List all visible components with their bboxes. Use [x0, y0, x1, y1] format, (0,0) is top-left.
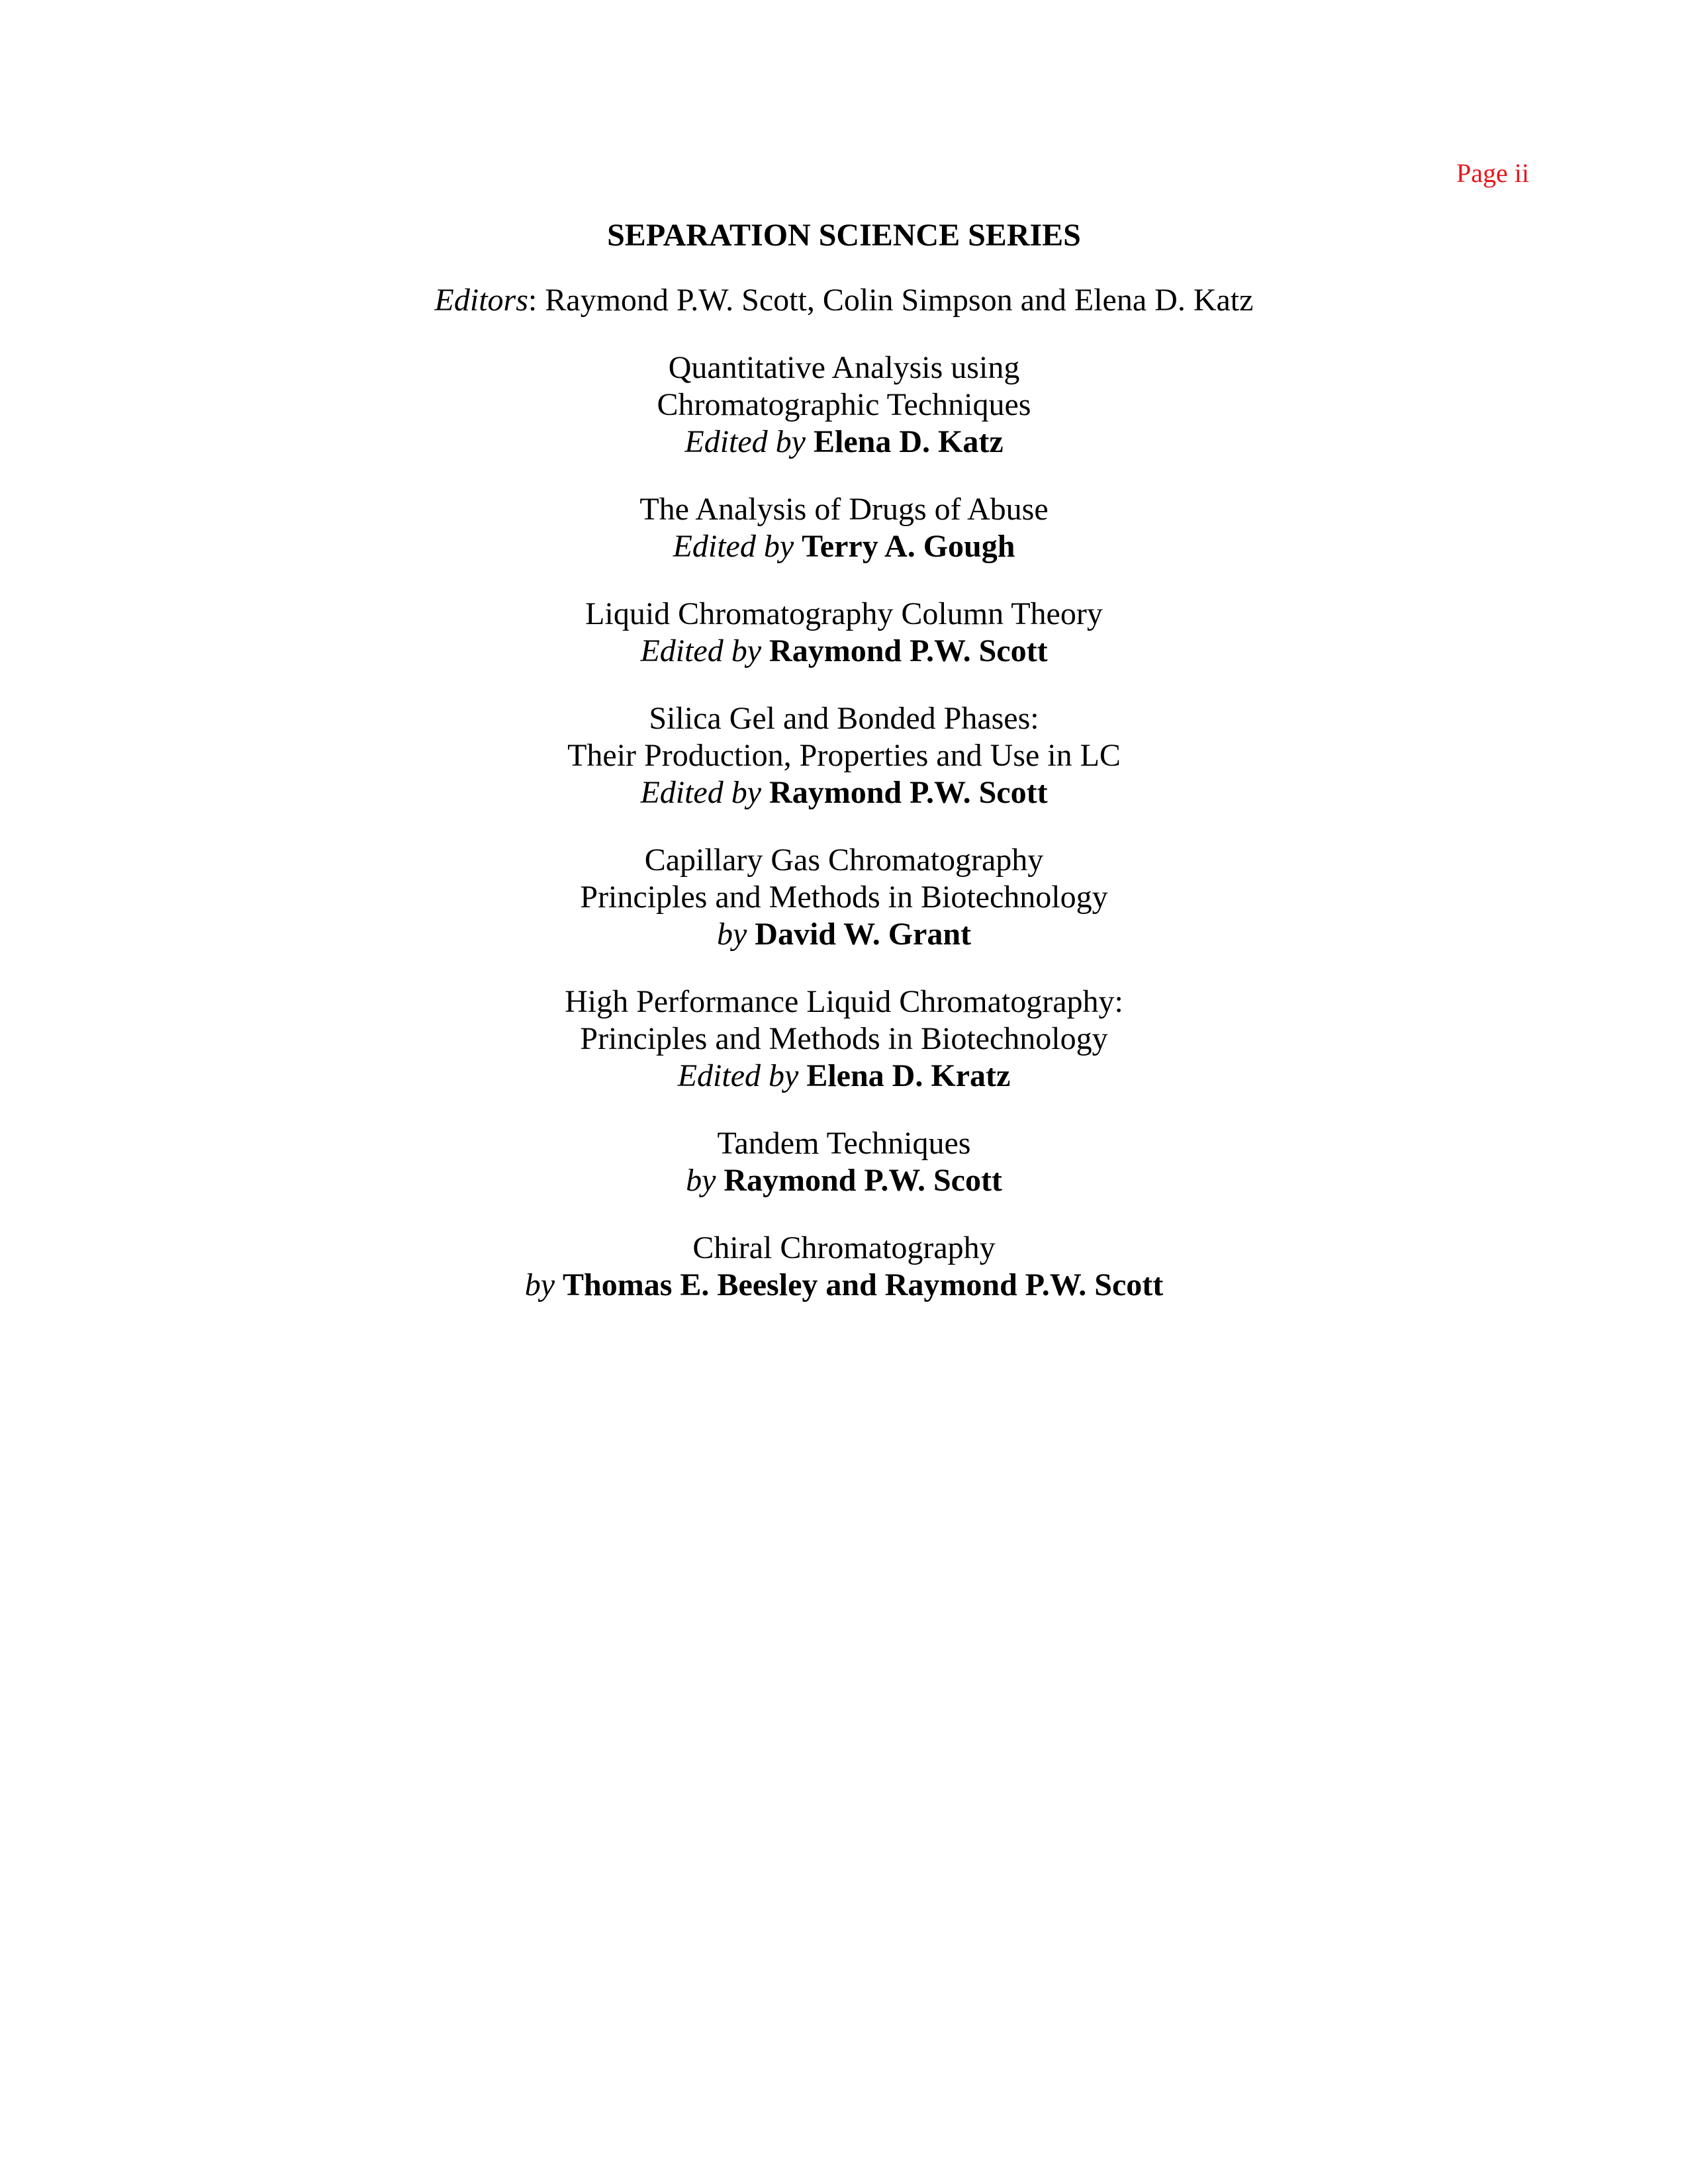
- credit-prefix: Edited by: [640, 633, 762, 668]
- book-entry: [0, 983, 1688, 1095]
- book-entry: [0, 1230, 1688, 1304]
- book-credit: [0, 774, 1688, 811]
- book-credit: [0, 528, 1688, 565]
- book-credit: [0, 424, 1688, 461]
- credit-author: Elena D. Katz: [813, 424, 1004, 459]
- book-credit: [0, 1162, 1688, 1199]
- credit-author: Elena D. Kratz: [806, 1058, 1011, 1093]
- book-title-line: Tandem Techniques: [717, 1126, 971, 1161]
- book-credit: [0, 1058, 1688, 1095]
- book-title-line: Chromatographic Techniques: [657, 387, 1031, 422]
- series-editors: [0, 282, 1688, 318]
- credit-prefix: Edited by: [677, 1058, 799, 1093]
- book-credit: [0, 1267, 1688, 1304]
- editors-names: Raymond P.W. Scott, Colin Simpson and Elena D. Katz: [545, 283, 1254, 318]
- credit-prefix: by: [686, 1163, 716, 1198]
- page-number: Page ii: [1456, 158, 1529, 188]
- book-list: [0, 349, 1688, 1334]
- credit-author: Raymond P.W. Scott: [769, 775, 1048, 810]
- book-title-line: High Performance Liquid Chromatography:: [565, 984, 1123, 1019]
- credit-prefix: Edited by: [673, 529, 794, 564]
- book-title-line: Silica Gel and Bonded Phases:: [649, 701, 1039, 736]
- series-title: SEPARATION SCIENCE SERIES: [607, 218, 1081, 253]
- book-title-line: Principles and Methods in Biotechnology: [580, 880, 1108, 915]
- credit-prefix: by: [716, 917, 747, 952]
- credit-author: Terry A. Gough: [802, 529, 1015, 564]
- book-title-line: The Analysis of Drugs of Abuse: [639, 492, 1049, 527]
- credit-author: Thomas E. Beesley and Raymond P.W. Scott: [563, 1267, 1164, 1302]
- book-title-line: Their Production, Properties and Use in LC: [567, 738, 1121, 773]
- credit-author: Raymond P.W. Scott: [724, 1163, 1002, 1198]
- editors-separator: :: [528, 283, 545, 318]
- credit-prefix: Edited by: [640, 775, 762, 810]
- credit-author: Raymond P.W. Scott: [769, 633, 1048, 668]
- book-title-line: Principles and Methods in Biotechnology: [580, 1021, 1108, 1056]
- book-credit: [0, 916, 1688, 953]
- book-entry: [0, 491, 1688, 565]
- credit-prefix: by: [524, 1267, 555, 1302]
- book-entry: [0, 1125, 1688, 1199]
- book-entry: [0, 842, 1688, 953]
- credit-author: David W. Grant: [755, 917, 972, 952]
- book-title-line: Liquid Chromatography Column Theory: [585, 596, 1103, 631]
- book-credit: [0, 633, 1688, 670]
- book-entry: [0, 349, 1688, 461]
- credit-prefix: Edited by: [684, 424, 806, 459]
- book-title-line: Quantitative Analysis using: [668, 350, 1020, 385]
- book-title-line: Chiral Chromatography: [692, 1230, 996, 1265]
- book-entry: [0, 700, 1688, 811]
- book-entry: [0, 596, 1688, 670]
- editors-label: Editors: [434, 283, 528, 318]
- book-title-line: Capillary Gas Chromatography: [644, 842, 1044, 878]
